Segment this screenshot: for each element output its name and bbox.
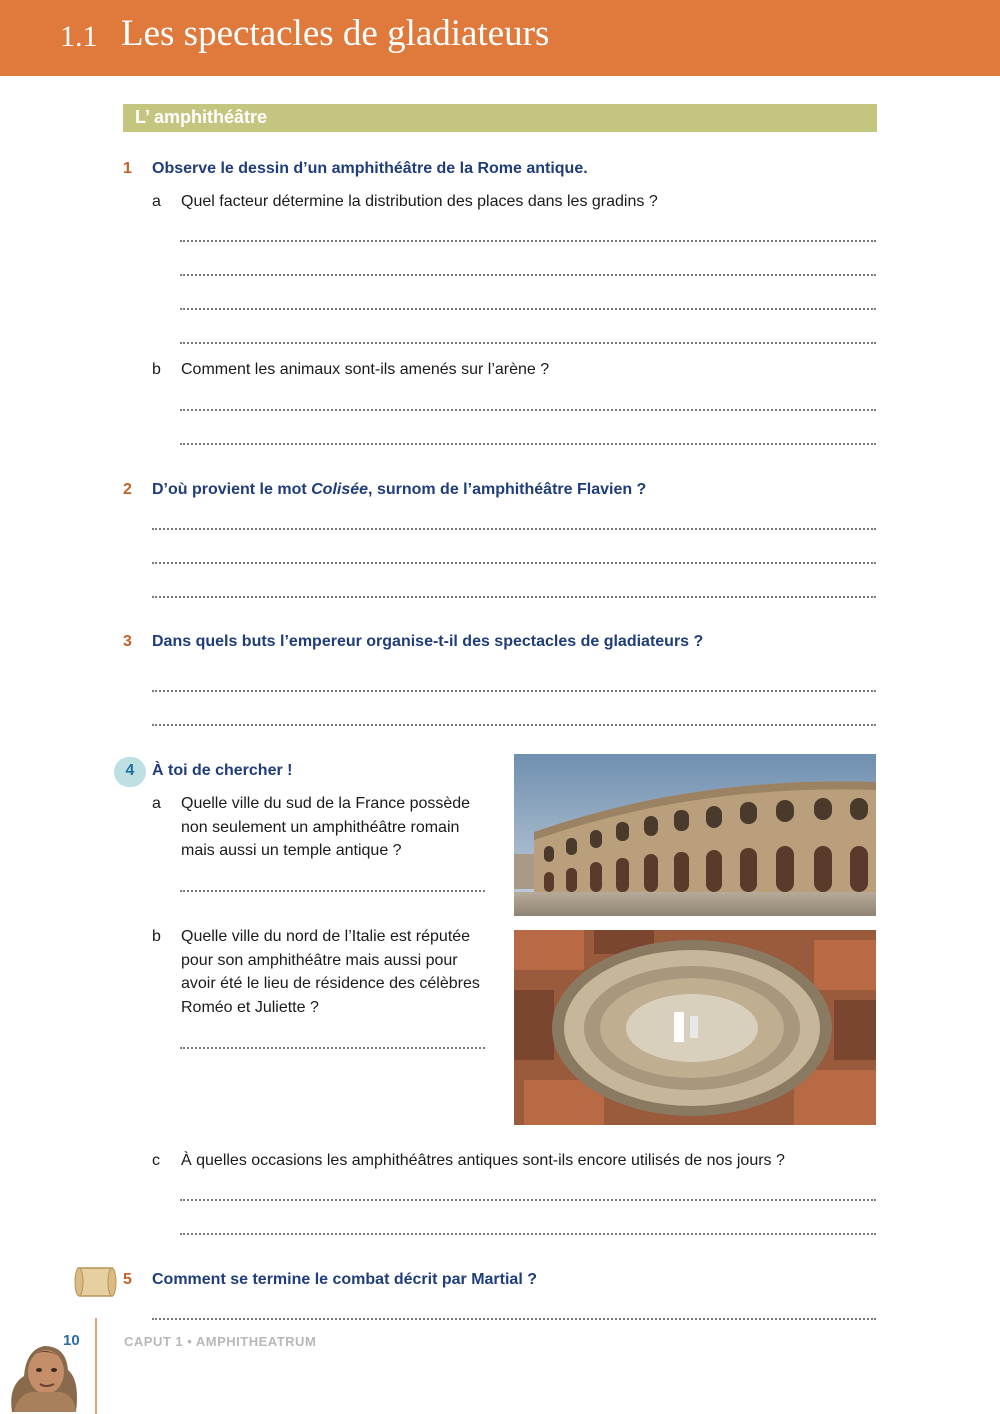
question-number-1: 1 bbox=[123, 160, 132, 177]
page-title: Les spectacles de gladiateurs bbox=[121, 13, 550, 54]
question-1b-letter: b bbox=[152, 361, 161, 378]
question-2-text-end: , surnom de l’amphithéâtre Flavien ? bbox=[368, 481, 647, 498]
question-4a-line: non seulement un amphithéâtre romain bbox=[181, 818, 460, 836]
question-5-text: Comment se termine le combat décrit par Martial ? bbox=[152, 1271, 537, 1288]
answer-line[interactable] bbox=[180, 240, 876, 242]
answer-line[interactable] bbox=[180, 342, 876, 344]
answer-line[interactable] bbox=[180, 1233, 876, 1235]
question-4b-line: avoir été le lieu de résidence des célèbres bbox=[181, 975, 480, 992]
section-bar bbox=[123, 104, 877, 132]
answer-line[interactable] bbox=[180, 409, 876, 411]
answer-line[interactable] bbox=[180, 308, 876, 310]
question-1b-text: Comment les animaux sont-ils amenés sur l’arène ? bbox=[181, 361, 550, 378]
question-4a-text bbox=[181, 792, 501, 863]
scroll-icon bbox=[72, 1262, 118, 1302]
question-4a-letter: a bbox=[152, 795, 161, 812]
arena-nimes-image bbox=[514, 754, 876, 916]
research-badge bbox=[114, 757, 146, 787]
page-number: 10 bbox=[63, 1332, 80, 1349]
question-2-text bbox=[152, 481, 646, 499]
question-4c-text: À quelles occasions les amphithéâtres antiques sont-ils encore utilisés de nos jours ? bbox=[181, 1152, 785, 1169]
chapter-number: 1.1 bbox=[60, 20, 98, 53]
chapter-label: CAPUT 1 • AMPHITHEATRUM bbox=[124, 1334, 317, 1349]
question-2-italic-word: Colisée bbox=[311, 481, 369, 498]
answer-line[interactable] bbox=[180, 1047, 485, 1049]
question-4a-line: mais aussi un temple antique ? bbox=[181, 842, 402, 859]
question-1-text: Observe le dessin d’un amphithéâtre de la Rome antique. bbox=[152, 160, 588, 177]
question-1a-letter: a bbox=[152, 193, 161, 210]
question-4b-line: Quelle ville du nord de l’Italie est réputée bbox=[181, 928, 471, 945]
question-4a-line: Quelle ville du sud de la France possède bbox=[181, 795, 471, 812]
answer-line[interactable] bbox=[152, 528, 876, 530]
arena-nimes-photo bbox=[514, 754, 876, 916]
answer-line[interactable] bbox=[152, 596, 876, 598]
question-3-text: Dans quels buts l’empereur organise-t-il des spectacles de gladiateurs ? bbox=[152, 633, 704, 650]
question-number-5: 5 bbox=[123, 1271, 132, 1288]
question-4b-letter: b bbox=[152, 928, 161, 945]
answer-line[interactable] bbox=[180, 890, 485, 892]
question-4c-letter: c bbox=[152, 1152, 160, 1169]
section-title: L’ amphithéâtre bbox=[135, 107, 268, 127]
question-4b-line: Roméo et Juliette ? bbox=[181, 998, 319, 1016]
question-number-2: 2 bbox=[123, 481, 132, 498]
question-4b-text bbox=[181, 925, 501, 1019]
answer-line[interactable] bbox=[152, 690, 876, 692]
answer-line[interactable] bbox=[152, 1318, 876, 1320]
question-2-text-start: D’où provient le mot bbox=[152, 481, 312, 498]
question-number-4: 4 bbox=[125, 762, 135, 779]
page-header bbox=[0, 0, 1000, 76]
question-1a-text: Quel facteur détermine la distribution des places dans les gradins ? bbox=[181, 193, 658, 210]
arena-verona-photo bbox=[514, 930, 876, 1125]
answer-line[interactable] bbox=[180, 443, 876, 445]
footer-divider bbox=[95, 1318, 97, 1414]
answer-line[interactable] bbox=[180, 1199, 876, 1201]
question-number-3: 3 bbox=[123, 633, 132, 650]
question-4-text: À toi de chercher ! bbox=[152, 762, 293, 779]
question-4b-line: pour son amphithéâtre mais aussi pour bbox=[181, 951, 458, 969]
answer-line[interactable] bbox=[180, 274, 876, 276]
answer-line[interactable] bbox=[152, 562, 876, 564]
answer-line[interactable] bbox=[152, 724, 876, 726]
arena-verona-image bbox=[514, 930, 876, 1125]
